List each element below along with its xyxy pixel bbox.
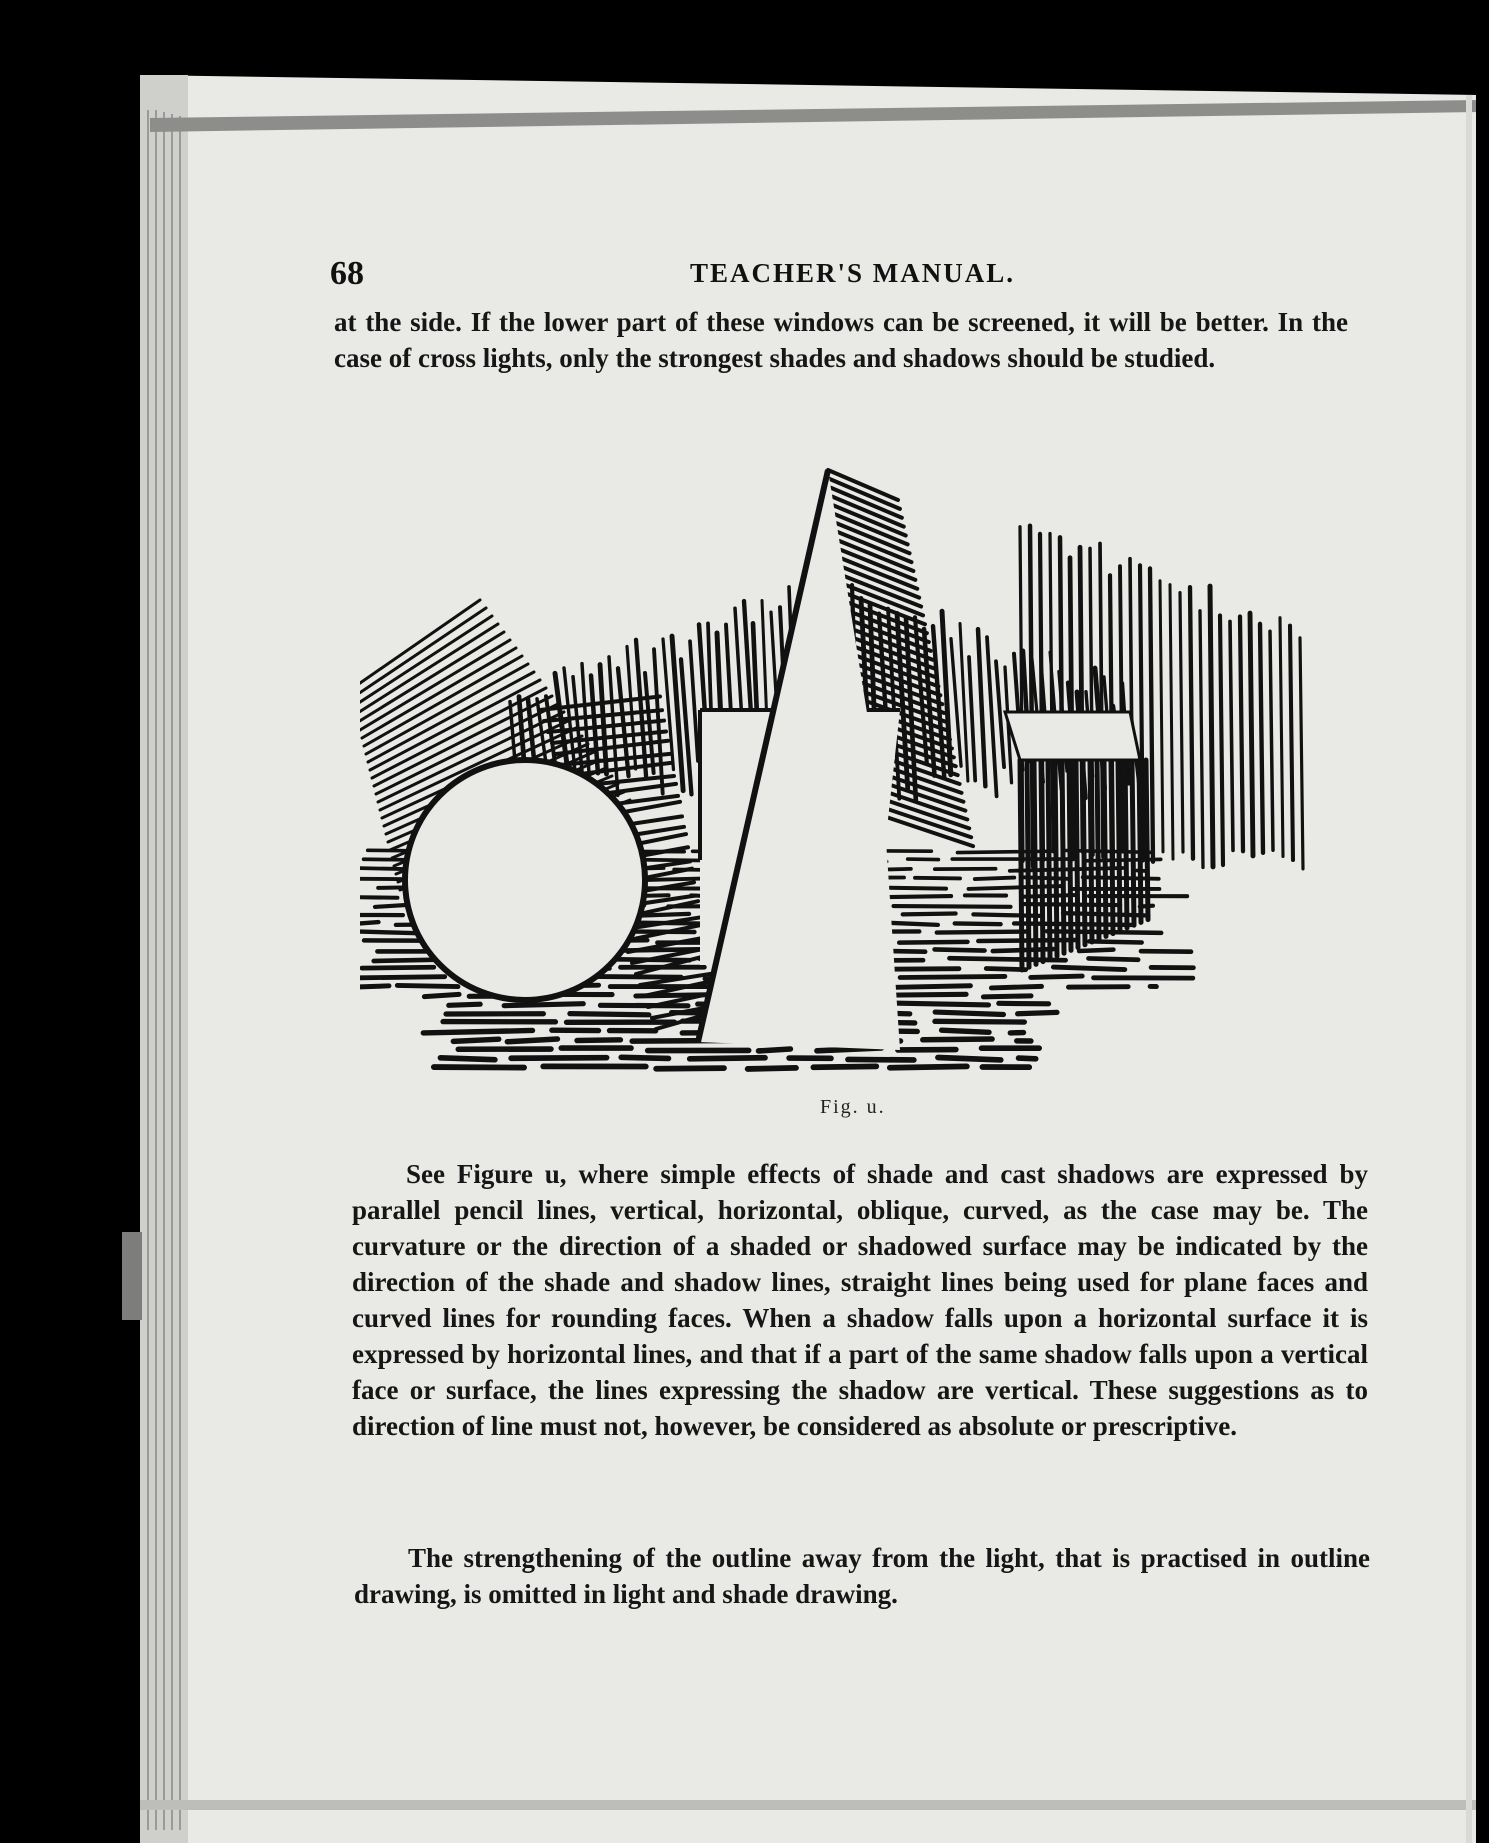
figure-illustration	[360, 430, 1340, 1090]
paragraph-3: The strengthening of the outline away from the light, that is practised in outline drawing, is omitted in light and shade drawing.	[354, 1543, 1370, 1609]
paragraph-1: at the side. If the lower part of these windows can be screened, it will be better. In the case of cross lights, only the strongest shades and shadows should be studied.	[334, 307, 1348, 373]
paragraph-2: See Figure u, where simple effects of shade and cast shadows are expressed by parallel pencil lines, vertical, horizontal, oblique, curved, as the case may be. The curvature or the direction of a shaded or shadowed surface may be indicated by the direction of the shade and shadow lines, straight lines being used for plane faces and curved lines for rounding faces. When a shadow falls upon a horizontal surface it is expressed by horizontal lines, and that if a part of the same shadow falls upon a vertical face or surface, the lines expressing the shadow are vertical. These suggestions as to direction of line must not, however, be considered as absolute or prescriptive.	[352, 1159, 1368, 1441]
figure-caption: Fig. u.	[820, 1096, 886, 1118]
binding-clip	[122, 1232, 142, 1320]
page-number: 68	[330, 255, 364, 292]
sphere-shape	[405, 760, 645, 1000]
running-head: TEACHER'S MANUAL.	[690, 258, 1016, 288]
